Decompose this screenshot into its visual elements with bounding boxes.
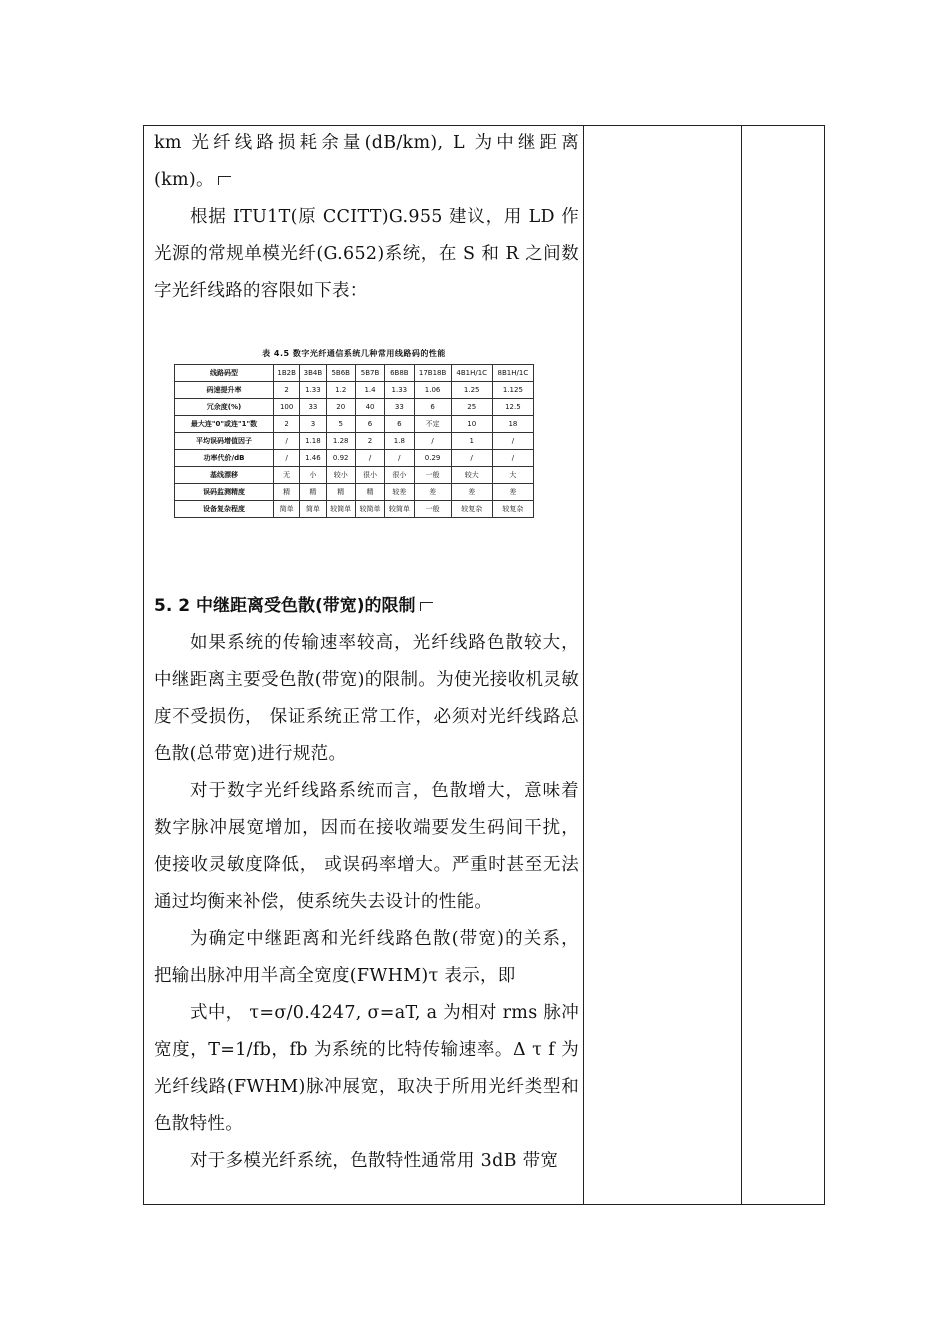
table-cell: 100 xyxy=(274,399,300,416)
table-cell: 3 xyxy=(300,416,326,433)
table-cell: / xyxy=(492,433,533,450)
table-row xyxy=(175,382,534,399)
table-cell: 1B2B xyxy=(274,365,300,382)
table-cell: 1 xyxy=(451,433,492,450)
column-divider-1 xyxy=(583,126,584,1204)
table-cell: 1.28 xyxy=(326,433,355,450)
table-cell: / xyxy=(414,433,451,450)
table-cell: 12.5 xyxy=(492,399,533,416)
table-row-header: 基线漂移 xyxy=(175,467,274,484)
heading-mark-icon xyxy=(420,602,433,611)
table-row-header: 最大连"0"或连"1"数 xyxy=(175,416,274,433)
table-row-header: 功率代价/dB xyxy=(175,450,274,467)
table-cell: 较简单 xyxy=(326,501,355,518)
table-row xyxy=(175,467,534,484)
paragraph-formula-explanation: 式中， τ=σ/0.4247, σ=aT, a 为相对 rms 脉冲宽度，T=1/fb，fb 为系统的比特传输速率。Δ τ f 为光纤线路(FWHM)脉冲展宽，取决于所用光纤类型和色散特性。 xyxy=(154,1003,579,1134)
table-cell: 不定 xyxy=(414,416,451,433)
table-cell: 较小 xyxy=(326,467,355,484)
table-cell: 6B8B xyxy=(385,365,414,382)
page-table-frame xyxy=(143,125,825,1205)
table-cell: 1.4 xyxy=(355,382,384,399)
table-cell: / xyxy=(274,433,300,450)
table-row xyxy=(175,501,534,518)
section-heading: 5. 2 中继距离受色散(带宽)的限制 xyxy=(154,588,579,625)
table-row xyxy=(175,450,534,467)
table-cell: 精 xyxy=(326,484,355,501)
table-cell: / xyxy=(451,450,492,467)
table-cell: 1.125 xyxy=(492,382,533,399)
table-cell: 6 xyxy=(414,399,451,416)
column-divider-2 xyxy=(741,126,742,1204)
table-cell: 1.18 xyxy=(300,433,326,450)
table-cell: 较差 xyxy=(385,484,414,501)
line-code-performance-table xyxy=(174,364,534,518)
table-row xyxy=(175,416,534,433)
table-cell: 1.06 xyxy=(414,382,451,399)
table-cell: 10 xyxy=(451,416,492,433)
table-cell: 1.46 xyxy=(300,450,326,467)
table-row-header: 设备复杂程度 xyxy=(175,501,274,518)
table-cell: 小 xyxy=(300,467,326,484)
table-cell: 精 xyxy=(300,484,326,501)
table-cell: 一般 xyxy=(414,467,451,484)
table-row-header: 码速提升率 xyxy=(175,382,274,399)
paragraph-loss-margin: km 光纤线路损耗余量(dB/km), L 为中继距离(km)。 xyxy=(154,133,579,190)
table-cell: 20 xyxy=(326,399,355,416)
table-cell: 精 xyxy=(274,484,300,501)
table-cell: 18 xyxy=(492,416,533,433)
table-cell: 差 xyxy=(414,484,451,501)
table-cell: 简单 xyxy=(300,501,326,518)
table-cell: 6 xyxy=(355,416,384,433)
table-cell: 0.29 xyxy=(414,450,451,467)
table-row-header: 平均误码增值因子 xyxy=(175,433,274,450)
table-cell: 40 xyxy=(355,399,384,416)
table-row xyxy=(175,365,534,382)
table-cell: 5B6B xyxy=(326,365,355,382)
table-cell: 较复杂 xyxy=(451,501,492,518)
table-cell: / xyxy=(355,450,384,467)
table-cell: 4B1H/1C xyxy=(451,365,492,382)
table-cell: 0.92 xyxy=(326,450,355,467)
table-cell: 很小 xyxy=(355,467,384,484)
table-cell: 6 xyxy=(385,416,414,433)
table-row-header: 线路码型 xyxy=(175,365,274,382)
table-row xyxy=(175,484,534,501)
table-cell: 较复杂 xyxy=(492,501,533,518)
table-cell: 较简单 xyxy=(385,501,414,518)
table-row-header: 冗余度(%) xyxy=(175,399,274,416)
table-cell: / xyxy=(385,450,414,467)
paragraph-fwhm: 为确定中继距离和光纤线路色散(带宽)的关系， 把输出脉冲用半高全宽度(FWHM)τ 表示，即 xyxy=(154,929,579,986)
table-cell: 2 xyxy=(274,382,300,399)
paragraph-multimode: 对于多模光纤系统，色散特性通常用 3dB 带宽 xyxy=(190,1151,559,1171)
table-cell: / xyxy=(274,450,300,467)
table-caption: 表 4.5 数字光纤通信系统几种常用线路码的性能 xyxy=(262,349,446,358)
table-cell: 3B4B xyxy=(300,365,326,382)
table-cell: 1.8 xyxy=(385,433,414,450)
table-cell: 很小 xyxy=(385,467,414,484)
table-cell: 2 xyxy=(274,416,300,433)
table-row xyxy=(175,399,534,416)
paragraph-dispersion-limit: 如果系统的传输速率较高，光纤线路色散较大， 中继距离主要受色散(带宽)的限制。为使光接收机灵敏度不受损伤， 保证系统正常工作，必须对光纤线路总色散(总带宽)进行规范。 xyxy=(154,633,579,764)
table-cell: 1.33 xyxy=(300,382,326,399)
table-cell: 33 xyxy=(300,399,326,416)
table-cell: 1.25 xyxy=(451,382,492,399)
table-cell: / xyxy=(492,450,533,467)
table-row xyxy=(175,433,534,450)
table-cell: 简单 xyxy=(274,501,300,518)
table-cell: 精 xyxy=(355,484,384,501)
table-cell: 无 xyxy=(274,467,300,484)
paragraph-itu-recommendation: 根据 ITU1T(原 CCITT)G.955 建议，用 LD 作光源的常规单模光纤(G.652)系统，在 S 和 R 之间数字光纤线路的容限如下表： xyxy=(154,207,579,301)
table-cell: 8B1H/1C xyxy=(492,365,533,382)
table-cell: 25 xyxy=(451,399,492,416)
table-cell: 33 xyxy=(385,399,414,416)
section-5-2 xyxy=(154,588,579,1180)
table-cell: 较简单 xyxy=(355,501,384,518)
paragraph-pulse-broadening: 对于数字光纤线路系统而言，色散增大，意味着数字脉冲展宽增加，因而在接收端要发生码间干扰，使接收灵敏度降低， 或误码率增大。严重时甚至无法通过均衡来补偿，使系统失去设计的性能。 xyxy=(154,781,579,912)
table-cell: 大 xyxy=(492,467,533,484)
line-code-table xyxy=(174,348,534,518)
table-cell: 2 xyxy=(355,433,384,450)
table-cell: 5 xyxy=(326,416,355,433)
table-cell: 1.33 xyxy=(385,382,414,399)
table-cell: 17B18B xyxy=(414,365,451,382)
table-cell: 差 xyxy=(492,484,533,501)
table-cell: 较大 xyxy=(451,467,492,484)
table-cell: 一般 xyxy=(414,501,451,518)
table-cell: 1.2 xyxy=(326,382,355,399)
table-cell: 差 xyxy=(451,484,492,501)
table-cell: 5B7B xyxy=(355,365,384,382)
table-row-header: 误码监测精度 xyxy=(175,484,274,501)
paragraph-mark-icon xyxy=(218,176,231,185)
main-column xyxy=(154,126,579,310)
